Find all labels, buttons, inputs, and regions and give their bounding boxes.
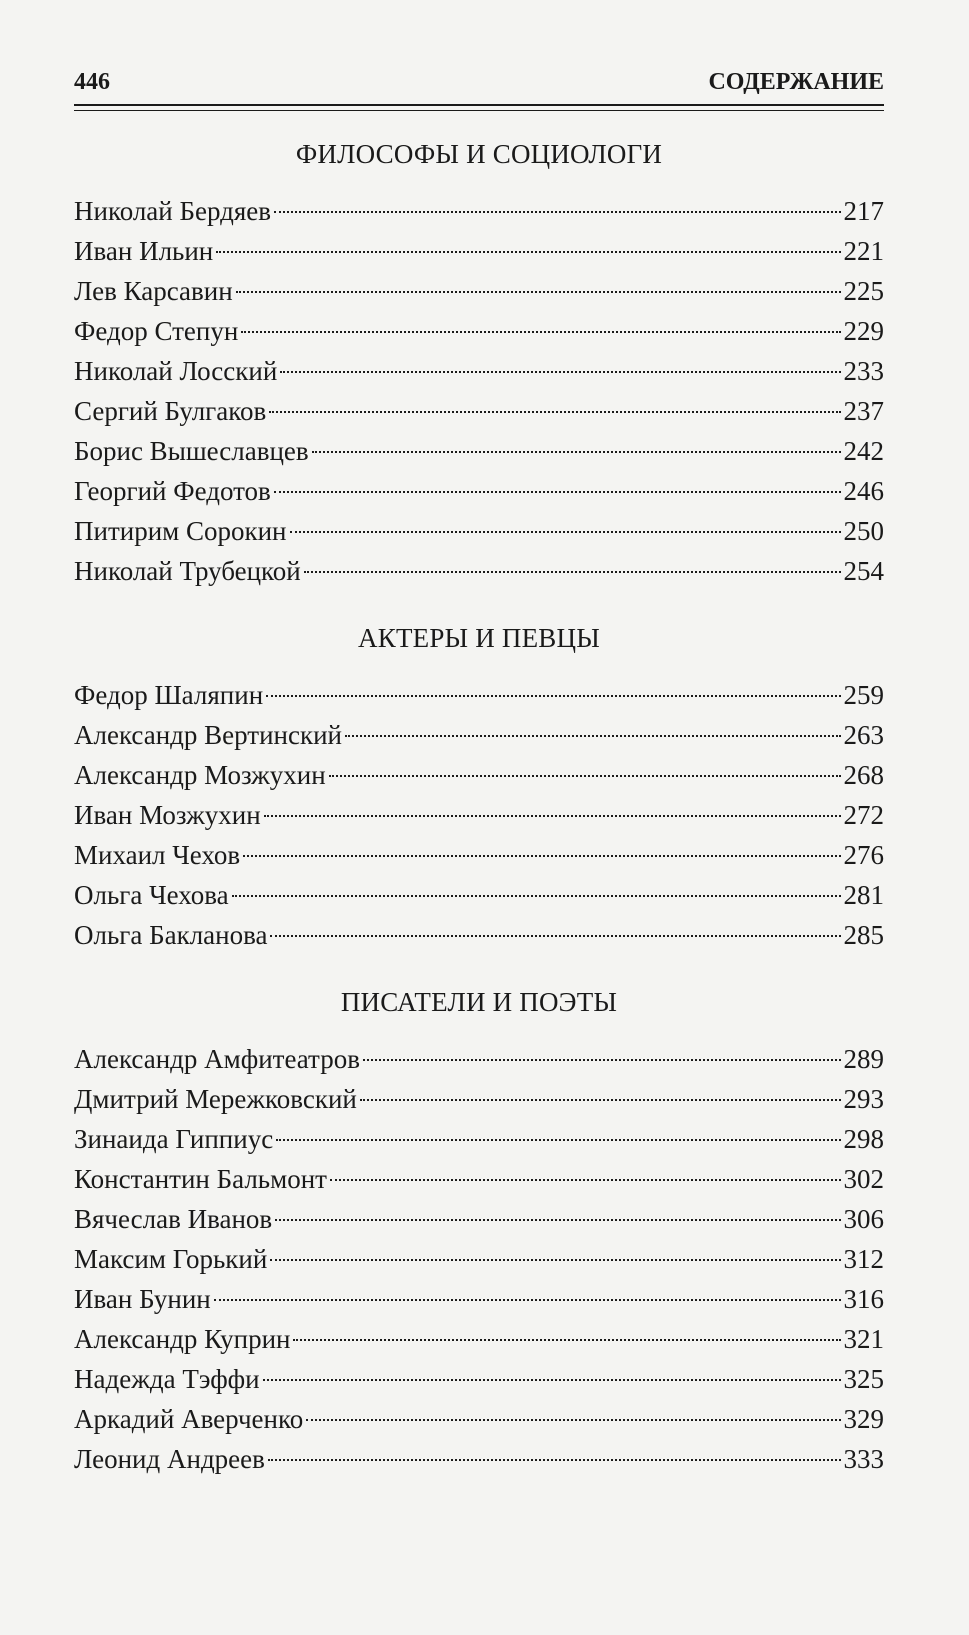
section-title: ПИСАТЕЛИ И ПОЭТЫ [340, 987, 618, 1017]
toc-entry [74, 1199, 884, 1239]
toc-entry [74, 715, 884, 755]
toc-entry-name: Иван Ильин [74, 236, 214, 266]
toc-entry-name: Александр Мозжухин [74, 760, 326, 790]
header-rule [74, 104, 884, 108]
toc-entry-name: Максим Горький [74, 1244, 268, 1274]
toc-entry [74, 1119, 884, 1159]
header-rule-thin [74, 110, 884, 111]
toc-entry-name: Питирим Сорокин [74, 516, 287, 546]
toc-entry [74, 431, 884, 471]
toc-entry-name: Георгий Федотов [74, 476, 271, 506]
dot-leader [276, 1139, 840, 1141]
toc-entry-page: 250 [843, 516, 884, 546]
toc-entry-name: Федор Шаляпин [74, 680, 264, 710]
toc-entry-name: Борис Вышеславцев [74, 436, 309, 466]
toc-entry [74, 675, 884, 715]
dot-leader [214, 1299, 841, 1301]
toc-entry [74, 191, 884, 231]
toc-entry-page: 268 [843, 760, 884, 790]
toc-entry-name: Ольга Бакланова [74, 920, 268, 950]
dot-leader [263, 1379, 841, 1381]
dot-leader [269, 411, 840, 413]
toc-entry-name: Николай Бердяев [74, 196, 272, 226]
toc-entry-page: 246 [843, 476, 884, 506]
toc-entry [74, 755, 884, 795]
toc-entry-page: 306 [843, 1204, 884, 1234]
toc-entry-page: 293 [843, 1084, 884, 1114]
toc-entry-name: Федор Степун [74, 316, 239, 346]
toc-entry-page: 321 [843, 1324, 884, 1354]
page-number: 446 [74, 69, 110, 95]
toc-entry-name: Николай Трубецкой [74, 556, 301, 586]
dot-leader [216, 251, 840, 253]
toc-entry [74, 1319, 884, 1359]
toc-entry-name: Ольга Чехова [74, 880, 229, 910]
toc-entry-name: Надежда Тэффи [74, 1364, 260, 1394]
dot-leader [268, 1459, 841, 1461]
toc-entry [74, 1399, 884, 1439]
toc-entry-page: 221 [843, 236, 884, 266]
dot-leader [345, 735, 841, 737]
toc-entry-name: Иван Мозжухин [74, 800, 261, 830]
toc-entry-name: Александр Вертинский [74, 720, 342, 750]
toc-entry-page: 225 [843, 276, 884, 306]
table-of-contents [74, 137, 884, 1479]
toc-entry-page: 259 [843, 680, 884, 710]
toc-entry-page: 329 [843, 1404, 884, 1434]
dot-leader [266, 695, 840, 697]
section-title: ФИЛОСОФЫ И СОЦИОЛОГИ [295, 139, 663, 169]
toc-entry-page: 285 [843, 920, 884, 950]
toc-entry-name: Леонид Андреев [74, 1444, 265, 1474]
dot-leader [306, 1419, 840, 1421]
dot-leader [275, 1219, 840, 1221]
dot-leader [274, 211, 840, 213]
dot-leader [363, 1059, 841, 1061]
toc-entry-name: Лев Карсавин [74, 276, 233, 306]
toc-entry-page: 233 [843, 356, 884, 386]
running-head [74, 64, 884, 100]
toc-entry-name: Николай Лосский [74, 356, 278, 386]
running-title: СОДЕРЖАНИЕ [708, 69, 884, 95]
toc-entry [74, 1239, 884, 1279]
toc-list [74, 1039, 884, 1479]
dot-leader [280, 371, 840, 373]
toc-entry-name: Аркадий Аверченко [74, 1404, 304, 1434]
dot-leader [274, 491, 841, 493]
toc-entry-name: Александр Куприн [74, 1324, 291, 1354]
toc-entry-page: 272 [843, 800, 884, 830]
toc-entry [74, 391, 884, 431]
dot-leader [290, 531, 841, 533]
toc-entry-page: 333 [843, 1444, 884, 1474]
toc-entry-page: 302 [843, 1164, 884, 1194]
dot-leader [304, 571, 841, 573]
toc-entry-page: 229 [843, 316, 884, 346]
toc-entry-page: 325 [843, 1364, 884, 1394]
toc-entry-page: 289 [843, 1044, 884, 1074]
toc-entry [74, 915, 884, 955]
toc-entry-page: 237 [843, 396, 884, 426]
toc-list [74, 191, 884, 591]
toc-entry-page: 281 [843, 880, 884, 910]
toc-entry-name: Константин Бальмонт [74, 1164, 327, 1194]
toc-entry-page: 316 [843, 1284, 884, 1314]
dot-leader [293, 1339, 840, 1341]
toc-entry-name: Зинаида Гиппиус [74, 1124, 274, 1154]
dot-leader [312, 451, 841, 453]
toc-entry-page: 298 [843, 1124, 884, 1154]
dot-leader [329, 775, 841, 777]
toc-entry [74, 1439, 884, 1479]
toc-entry [74, 795, 884, 835]
toc-entry [74, 511, 884, 551]
toc-entry-name: Иван Бунин [74, 1284, 211, 1314]
toc-entry-name: Вячеслав Иванов [74, 1204, 273, 1234]
toc-entry-page: 254 [843, 556, 884, 586]
toc-entry [74, 351, 884, 391]
dot-leader [232, 895, 841, 897]
toc-entry-name: Александр Амфитеатров [74, 1044, 360, 1074]
toc-entry-page: 276 [843, 840, 884, 870]
toc-entry-name: Дмитрий Мережковский [74, 1084, 357, 1114]
toc-entry [74, 835, 884, 875]
toc-entry-name: Сергий Булгаков [74, 396, 267, 426]
dot-leader [264, 815, 841, 817]
toc-entry-page: 217 [843, 196, 884, 226]
toc-entry [74, 271, 884, 311]
toc-entry [74, 311, 884, 351]
toc-entry-page: 242 [843, 436, 884, 466]
dot-leader [330, 1179, 841, 1181]
toc-entry [74, 1039, 884, 1079]
toc-list [74, 675, 884, 955]
toc-entry [74, 1079, 884, 1119]
toc-entry [74, 1279, 884, 1319]
toc-entry-page: 263 [843, 720, 884, 750]
toc-entry [74, 551, 884, 591]
dot-leader [243, 855, 840, 857]
section-title: АКТЕРЫ И ПЕВЦЫ [358, 623, 600, 653]
dot-leader [360, 1099, 841, 1101]
dot-leader [270, 1259, 840, 1261]
toc-entry-name: Михаил Чехов [74, 840, 241, 870]
toc-entry [74, 1359, 884, 1399]
toc-entry [74, 471, 884, 511]
toc-entry [74, 231, 884, 271]
dot-leader [270, 935, 840, 937]
dot-leader [241, 331, 840, 333]
toc-entry [74, 1159, 884, 1199]
toc-entry [74, 875, 884, 915]
dot-leader [236, 291, 841, 293]
book-page [74, 64, 884, 1479]
toc-entry-page: 312 [843, 1244, 884, 1274]
